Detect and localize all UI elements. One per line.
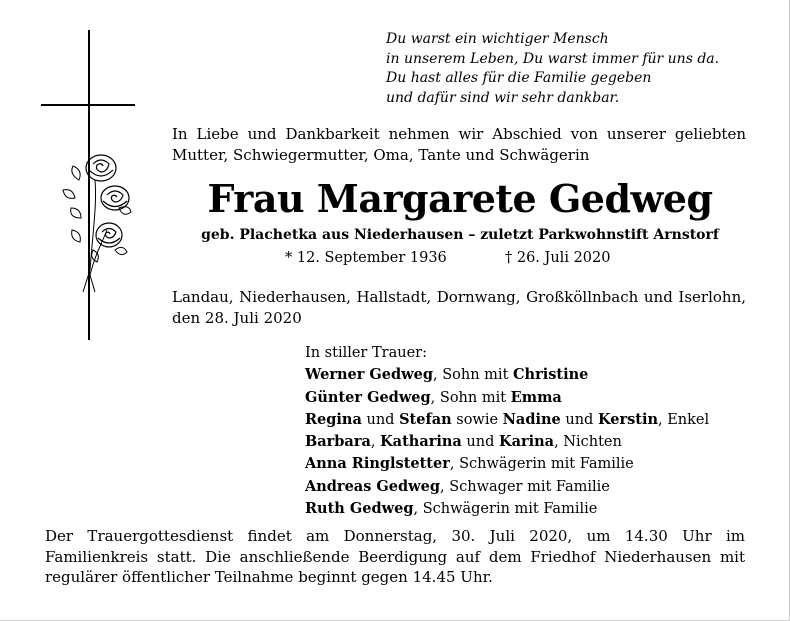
places-and-date: Landau, Niederhausen, Hallstadt, Dornwang, Großköllnbach und Iserlohn, den 28. Juli 2020 (172, 288, 746, 327)
death-date: † 26. Juli 2020 (505, 250, 611, 266)
intro-text: In Liebe und Dankbarkeit nehmen wir Abschied von unserer geliebten Mutter, Schwiegermutter, Oma, Tante und Schwägerin (172, 125, 746, 164)
mourners (305, 343, 765, 520)
deceased-name: Frau Margarete Gedweg (207, 176, 713, 221)
birth-date: * 12. September 1936 (285, 250, 447, 266)
service-notice: Der Trauergottesdienst findet am Donnerstag, 30. Juli 2020, um 14.30 Uhr im Familienkreis statt. Die anschließende Beerdigung auf dem Friedhof Niederhausen mit regulärer öffentlicher Teilnahme beginnt gegen 14.45 Uhr. (45, 527, 745, 586)
mourners-heading: In stiller Trauer: (305, 345, 427, 361)
cross-with-roses-icon (35, 30, 145, 340)
birth-name: geb. Plachetka aus Niederhausen – zuletzt Parkwohnstift Arnstorf (201, 227, 719, 243)
poem-line: und dafür sind wir sehr dankbar. (386, 89, 620, 106)
mourner-line: Regina und Stefan sowie Nadine und Kerstin, Enkel (305, 410, 710, 428)
mourner-line: Anna Ringlstetter, Schwägerin mit Familie (305, 455, 634, 473)
poem-line: Du warst ein wichtiger Mensch (386, 31, 609, 47)
mourner-line: Günter Gedweg, Sohn mit Emma (305, 388, 562, 406)
poem (386, 30, 766, 108)
poem-line: in unserem Leben, Du warst immer für uns da. (386, 50, 720, 67)
mourner-line: Barbara, Katharina und Karina, Nichten (305, 433, 622, 451)
mourner-line: Andreas Gedweg, Schwager mit Familie (305, 477, 610, 495)
mourner-line: Werner Gedweg, Sohn mit Christine (305, 366, 589, 384)
mourner-line: Ruth Gedweg, Schwägerin mit Familie (305, 500, 598, 518)
poem-line: Du hast alles für die Familie gegeben (386, 70, 652, 86)
